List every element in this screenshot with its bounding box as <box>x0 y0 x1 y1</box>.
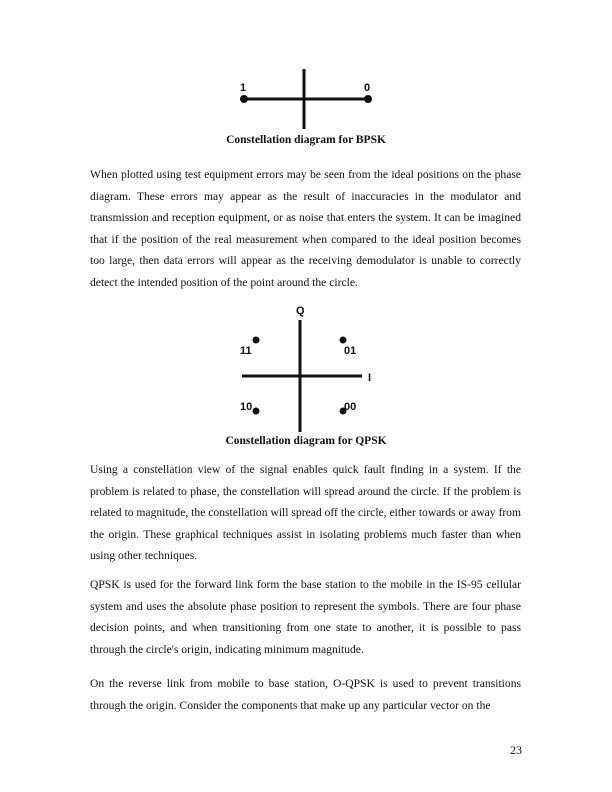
qpsk-label-01: 01 <box>344 345 357 357</box>
qpsk-caption: Constellation diagram for QPSK <box>225 435 387 447</box>
bpsk-label-1: 1 <box>240 82 247 94</box>
qpsk-q-axis-label: Q <box>296 305 305 317</box>
bpsk-label-0: 0 <box>364 82 371 94</box>
bpsk-point-0 <box>364 95 372 103</box>
qpsk-point-10 <box>253 408 260 415</box>
qpsk-point-11 <box>253 337 260 344</box>
bpsk-caption: Constellation diagram for BPSK <box>226 134 386 146</box>
bpsk-constellation-diagram <box>228 66 380 132</box>
paragraph-3: QPSK is used for the forward link form the base station to the mobile in the IS-95 cellular system and uses the absolute phase position to represent the symbols. There are four phase decision points, and when transitioning from one state to another, it is possible to pass through the circle's origin, indicating minimum magnitude. <box>90 578 521 656</box>
qpsk-label-10: 10 <box>240 401 253 413</box>
paragraph-2: Using a constellation view of the signal enables quick fault finding in a system. If the problem is related to phase, the constellation will spread around the circle. If the problem is related to magnitude, the constellation will spread off the circle, either towards or away from the origin. These graphical techniques assist in isolating problems much faster than when using other techniques. <box>90 463 521 563</box>
qpsk-label-00: 00 <box>344 401 357 413</box>
paragraph-4: On the reverse link from mobile to base station, O-QPSK is used to prevent transitions through the origin. Consider the components that make up any particular vector on the <box>90 677 521 712</box>
qpsk-i-axis-label: I <box>368 372 372 384</box>
qpsk-constellation-diagram <box>226 300 386 434</box>
page-number: 23 <box>510 743 522 757</box>
paragraph-1: When plotted using test equipment errors may be seen from the ideal positions on the phase diagram. These errors may appear as the result of inaccuracies in the modulator and transmission and reception equipment, or as noise that enters the system. It can be imagined that if the position of the real measurement when compared to the ideal position becomes too large, then data errors will appear as the receiving demodulator is unable to correctly detect the intended position of the point around the circle. <box>90 168 521 289</box>
qpsk-label-11: 11 <box>240 345 252 357</box>
bpsk-point-1 <box>240 95 248 103</box>
qpsk-point-01 <box>340 337 347 344</box>
